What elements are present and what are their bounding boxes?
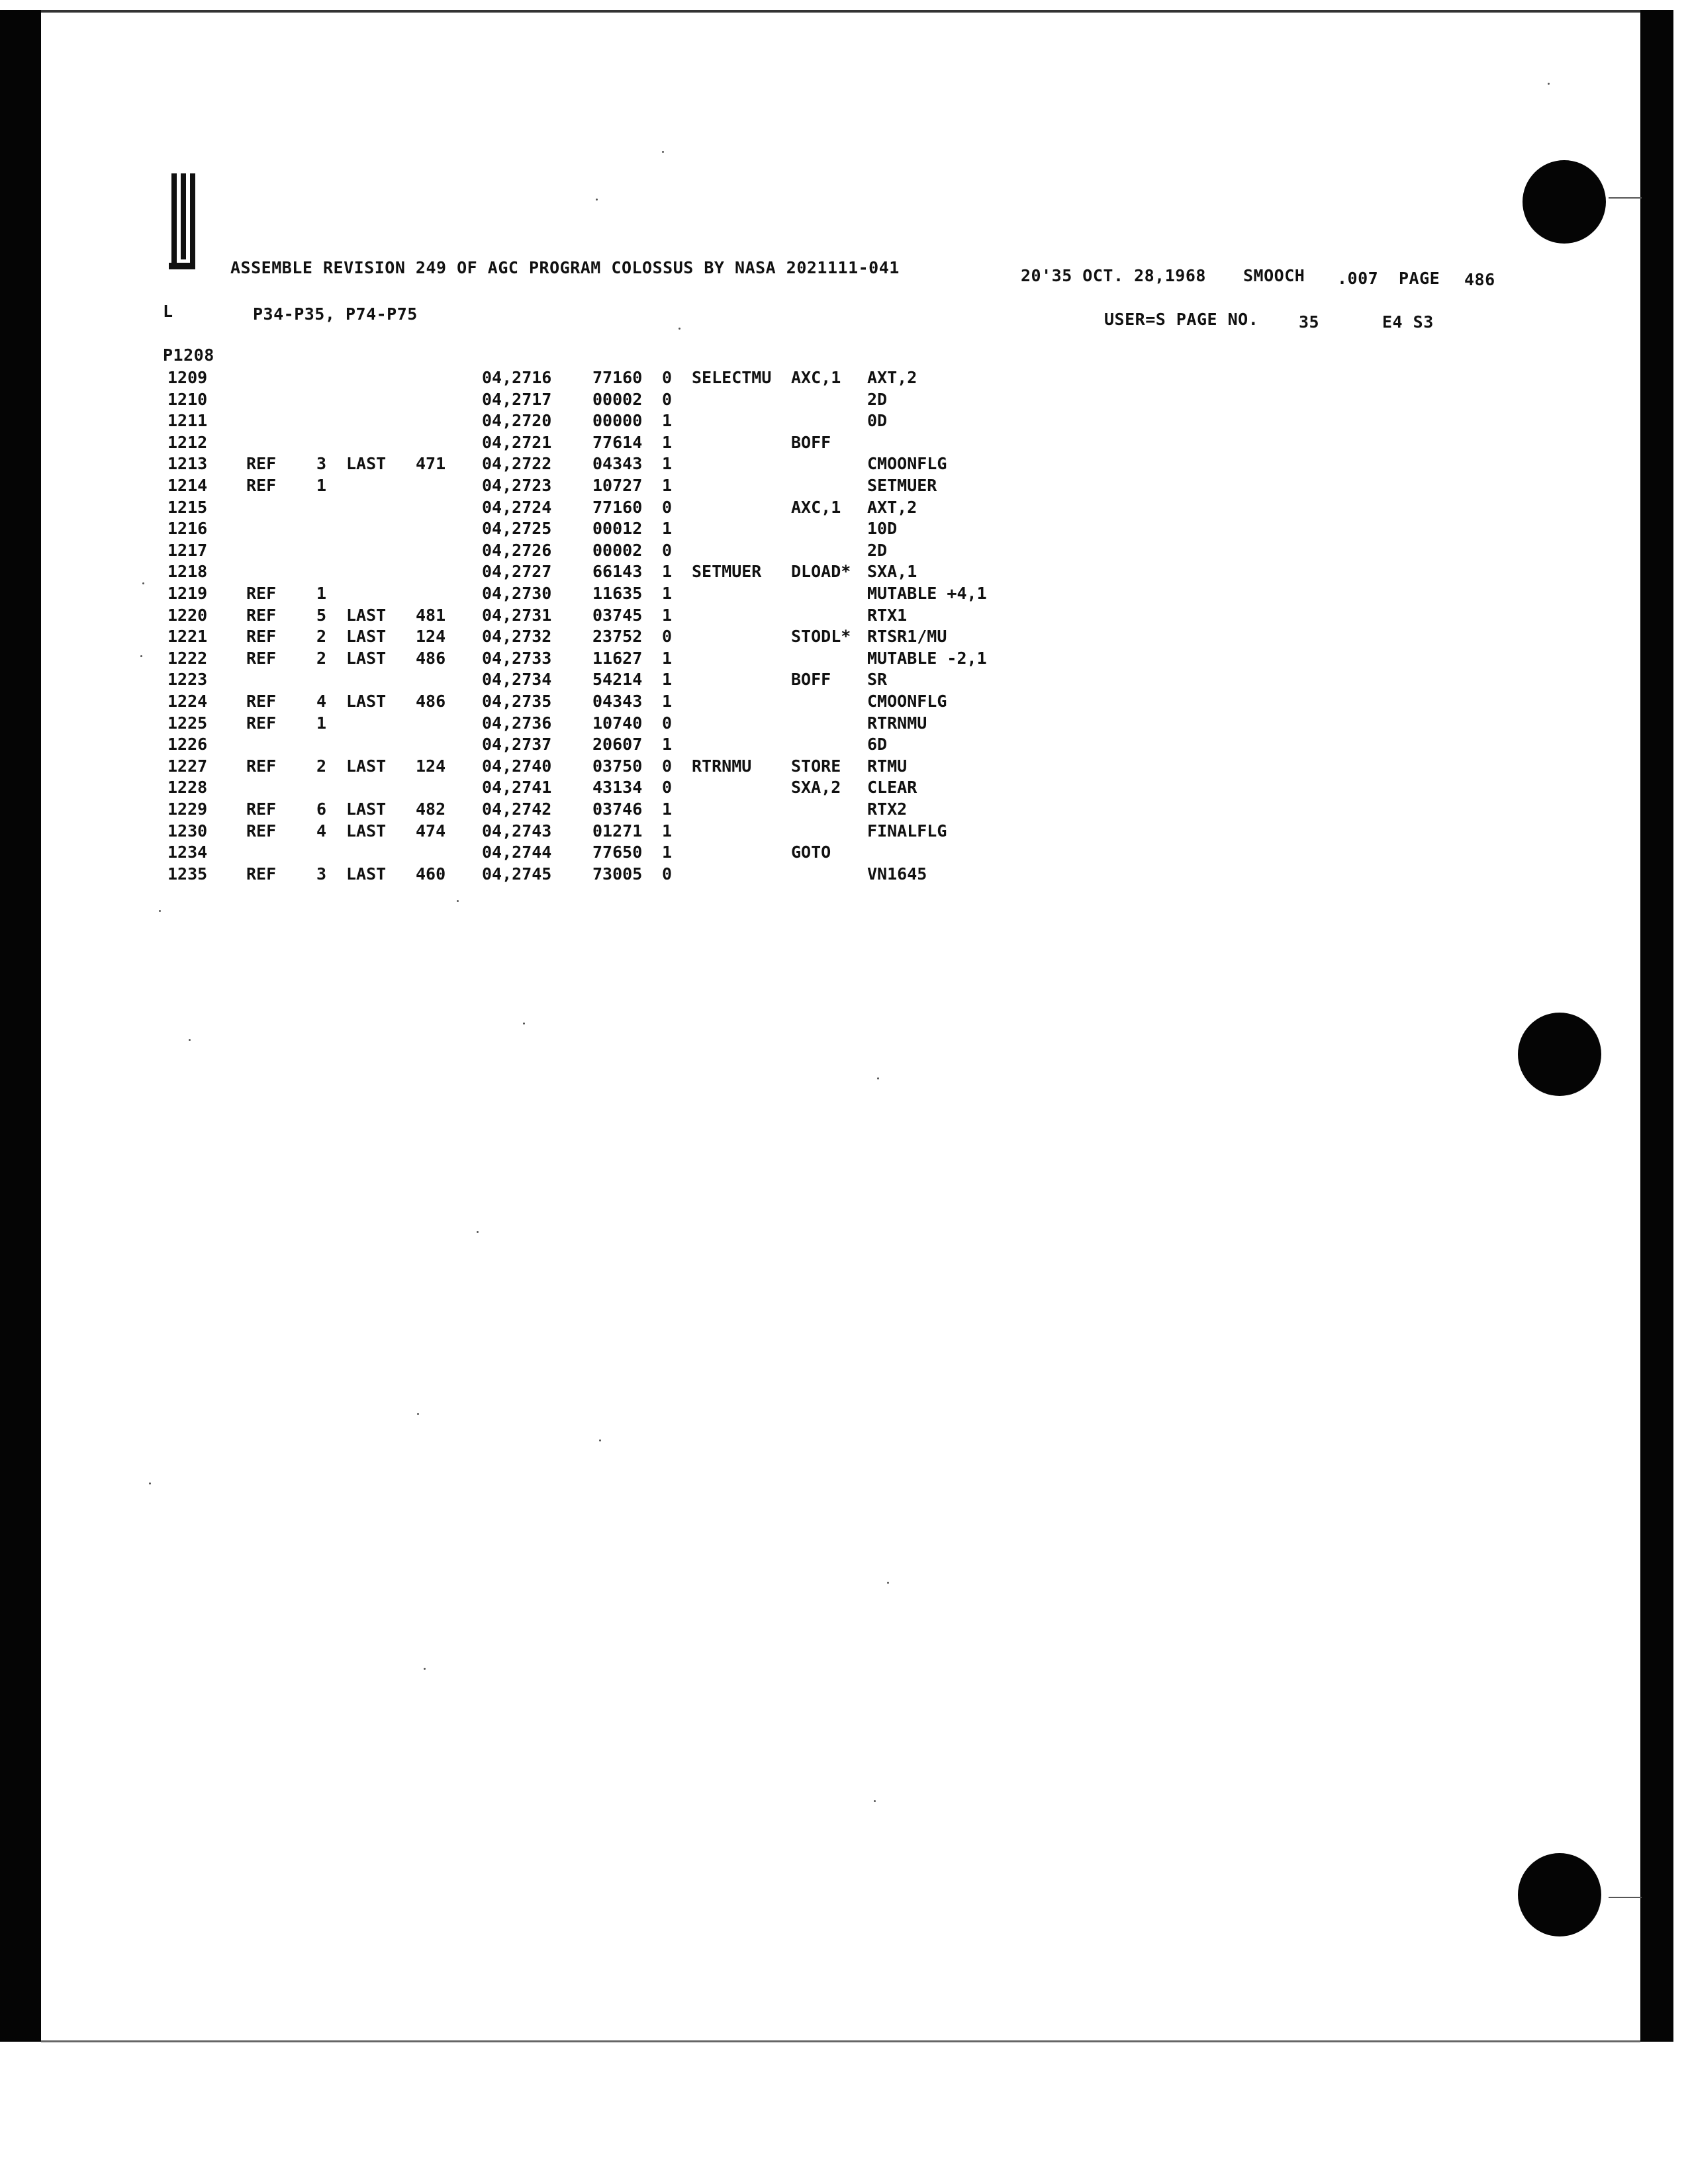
- user-page-label: USER=S PAGE NO.: [1104, 310, 1259, 329]
- address: 04,2731: [482, 606, 552, 625]
- listing-row: [0, 455, 1688, 477]
- scan-speck: [874, 1800, 876, 1802]
- opcode: SXA,2: [791, 778, 841, 797]
- listing-row: [0, 801, 1688, 822]
- ref-count: 4: [316, 821, 327, 841]
- parity-bit: 0: [662, 778, 673, 797]
- ref-marker: REF: [246, 799, 277, 819]
- last-line: 460: [416, 864, 446, 884]
- octal-code: 04343: [592, 454, 643, 473]
- page-number: 486: [1464, 270, 1495, 289]
- line-number: 1229: [167, 799, 208, 819]
- sheet-code: E4 S3: [1382, 312, 1434, 332]
- operand: 2D: [867, 541, 888, 560]
- operand: 2D: [867, 390, 888, 409]
- address: 04,2721: [482, 433, 552, 452]
- address: 04,2725: [482, 519, 552, 538]
- last-line: 482: [416, 799, 446, 819]
- line-number: 1209: [167, 368, 208, 387]
- listing-row: [0, 607, 1688, 628]
- operand: RTX1: [867, 606, 908, 625]
- user-page-number: 35: [1299, 312, 1320, 332]
- scan-speck: [477, 1231, 479, 1233]
- address: 04,2717: [482, 390, 552, 409]
- opcode: GOTO: [791, 842, 831, 862]
- octal-code: 43134: [592, 778, 643, 797]
- operand: 6D: [867, 735, 888, 754]
- ref-marker: REF: [246, 606, 277, 625]
- last-marker: LAST: [346, 627, 387, 646]
- parity-bit: 0: [662, 713, 673, 733]
- line-number: 1213: [167, 454, 208, 473]
- operand: SETMUER: [867, 476, 937, 495]
- scan-border-left: [0, 10, 41, 2042]
- opcode: BOFF: [791, 670, 831, 689]
- operand: CMOONFLG: [867, 692, 947, 711]
- parity-bit: 1: [662, 433, 673, 452]
- parity-bit: 0: [662, 864, 673, 884]
- parity-bit: 1: [662, 670, 673, 689]
- ref-count: 1: [316, 476, 327, 495]
- listing-row: [0, 477, 1688, 498]
- address: 04,2724: [482, 498, 552, 517]
- address: 04,2732: [482, 627, 552, 646]
- listing-row: [0, 715, 1688, 736]
- scan-speck: [424, 1668, 426, 1670]
- octal-code: 11635: [592, 584, 643, 603]
- scan-speck: [149, 1482, 151, 1484]
- octal-code: 10727: [592, 476, 643, 495]
- scan-speck: [417, 1413, 419, 1415]
- scan-speck: [599, 1439, 601, 1441]
- parity-bit: 0: [662, 541, 673, 560]
- last-line: 486: [416, 692, 446, 711]
- last-line: 471: [416, 454, 446, 473]
- operand: SXA,1: [867, 562, 917, 581]
- line-number: 1225: [167, 713, 208, 733]
- listing-row: [0, 499, 1688, 520]
- opcode: AXC,1: [791, 498, 841, 517]
- operand: 10D: [867, 519, 898, 538]
- line-number: 1219: [167, 584, 208, 603]
- octal-code: 73005: [592, 864, 643, 884]
- listing-row: [0, 736, 1688, 757]
- operand: FINALFLG: [867, 821, 947, 841]
- scan-speck: [662, 151, 664, 153]
- listing-row: [0, 758, 1688, 779]
- punch-hole: [1518, 1853, 1601, 1936]
- octal-code: 00012: [592, 519, 643, 538]
- address: 04,2737: [482, 735, 552, 754]
- address: 04,2716: [482, 368, 552, 387]
- address: 04,2740: [482, 756, 552, 776]
- scan-speck: [140, 655, 142, 657]
- scan-mark: [1609, 1897, 1642, 1898]
- ref-marker: REF: [246, 454, 277, 473]
- ref-count: 1: [316, 584, 327, 603]
- line-number: 1210: [167, 390, 208, 409]
- address: 04,2720: [482, 411, 552, 430]
- listing-row: [0, 779, 1688, 800]
- listing-row: [0, 650, 1688, 671]
- opcode: STODL*: [791, 627, 851, 646]
- operand: SR: [867, 670, 888, 689]
- opcode: STORE: [791, 756, 841, 776]
- octal-code: 54214: [592, 670, 643, 689]
- ref-count: 3: [316, 454, 327, 473]
- last-marker: LAST: [346, 454, 387, 473]
- scan-speck: [887, 1582, 889, 1584]
- octal-code: 20607: [592, 735, 643, 754]
- line-number: 1211: [167, 411, 208, 430]
- ref-marker: REF: [246, 627, 277, 646]
- scan-border-bottom: [41, 2040, 1640, 2042]
- scan-border-right: [1640, 10, 1673, 2042]
- first-line-number: P1208: [163, 345, 214, 365]
- ref-marker: REF: [246, 821, 277, 841]
- listing-row: [0, 628, 1688, 649]
- scan-speck: [142, 582, 144, 584]
- parity-bit: 1: [662, 649, 673, 668]
- address: 04,2722: [482, 454, 552, 473]
- symbol-label: SELECTMU: [692, 368, 772, 387]
- listing-title: ASSEMBLE REVISION 249 OF AGC PROGRAM COLOSSUS BY NASA 2021111-041: [230, 258, 900, 277]
- address: 04,2744: [482, 842, 552, 862]
- line-number: 1214: [167, 476, 208, 495]
- operand: AXT,2: [867, 368, 917, 387]
- ref-count: 5: [316, 606, 327, 625]
- address: 04,2727: [482, 562, 552, 581]
- punch-hole: [1523, 160, 1606, 244]
- punch-hole: [1518, 1013, 1601, 1096]
- line-number: 1218: [167, 562, 208, 581]
- address: 04,2730: [482, 584, 552, 603]
- scan-speck: [596, 199, 598, 201]
- page-label: PAGE: [1399, 269, 1440, 288]
- ref-count: 2: [316, 649, 327, 668]
- ref-count: 3: [316, 864, 327, 884]
- last-marker: LAST: [346, 799, 387, 819]
- ref-marker: REF: [246, 692, 277, 711]
- line-number: 1223: [167, 670, 208, 689]
- address: 04,2743: [482, 821, 552, 841]
- listing-row: [0, 866, 1688, 887]
- last-marker: LAST: [346, 606, 387, 625]
- listing-row: [0, 412, 1688, 433]
- parity-bit: 1: [662, 411, 673, 430]
- octal-code: 77650: [592, 842, 643, 862]
- octal-code: 66143: [592, 562, 643, 581]
- scan-speck: [1548, 83, 1550, 85]
- octal-code: 11627: [592, 649, 643, 668]
- scan-speck: [679, 328, 680, 330]
- operand: RTSR1/MU: [867, 627, 947, 646]
- parity-bit: 1: [662, 799, 673, 819]
- address: 04,2734: [482, 670, 552, 689]
- octal-code: 00002: [592, 390, 643, 409]
- last-line: 486: [416, 649, 446, 668]
- address: 04,2742: [482, 799, 552, 819]
- left-marker: L: [163, 302, 173, 321]
- print-timestamp: 20'35 OCT. 28,1968: [1021, 266, 1206, 285]
- last-line: 124: [416, 756, 446, 776]
- octal-code: 01271: [592, 821, 643, 841]
- ref-count: 6: [316, 799, 327, 819]
- parity-bit: 1: [662, 606, 673, 625]
- last-marker: LAST: [346, 756, 387, 776]
- scan-mark: [1609, 197, 1642, 199]
- parity-bit: 1: [662, 821, 673, 841]
- line-number: 1220: [167, 606, 208, 625]
- user-name: SMOOCH: [1243, 266, 1305, 285]
- octal-code: 77160: [592, 498, 643, 517]
- symbol-label: RTRNMU: [692, 756, 752, 776]
- octal-code: 04343: [592, 692, 643, 711]
- octal-code: 00000: [592, 411, 643, 430]
- last-line: 124: [416, 627, 446, 646]
- scan-speck: [457, 900, 459, 902]
- operand: RTX2: [867, 799, 908, 819]
- operand: RTRNMU: [867, 713, 927, 733]
- ref-marker: REF: [246, 649, 277, 668]
- binder-tab-mark: [169, 173, 207, 273]
- opcode: BOFF: [791, 433, 831, 452]
- parity-bit: 1: [662, 519, 673, 538]
- parity-bit: 0: [662, 756, 673, 776]
- line-number: 1221: [167, 627, 208, 646]
- octal-code: 10740: [592, 713, 643, 733]
- octal-code: 00002: [592, 541, 643, 560]
- scan-speck: [189, 1039, 191, 1041]
- last-marker: LAST: [346, 821, 387, 841]
- line-number: 1217: [167, 541, 208, 560]
- parity-bit: 1: [662, 476, 673, 495]
- scan-speck: [159, 910, 161, 912]
- listing-row: [0, 844, 1688, 865]
- last-marker: LAST: [346, 692, 387, 711]
- line-number: 1227: [167, 756, 208, 776]
- line-number: 1226: [167, 735, 208, 754]
- address: 04,2745: [482, 864, 552, 884]
- ref-marker: REF: [246, 864, 277, 884]
- ref-count: 2: [316, 627, 327, 646]
- octal-code: 03750: [592, 756, 643, 776]
- line-number: 1216: [167, 519, 208, 538]
- last-line: 474: [416, 821, 446, 841]
- octal-code: 03746: [592, 799, 643, 819]
- address: 04,2741: [482, 778, 552, 797]
- operand: CLEAR: [867, 778, 917, 797]
- opcode: DLOAD*: [791, 562, 851, 581]
- line-number: 1215: [167, 498, 208, 517]
- run-suffix: .007: [1337, 269, 1379, 288]
- last-marker: LAST: [346, 649, 387, 668]
- operand: MUTABLE +4,1: [867, 584, 987, 603]
- parity-bit: 1: [662, 692, 673, 711]
- line-number: 1234: [167, 842, 208, 862]
- last-marker: LAST: [346, 864, 387, 884]
- address: 04,2735: [482, 692, 552, 711]
- scan-border-top: [41, 10, 1640, 13]
- scan-speck: [877, 1077, 879, 1079]
- line-number: 1228: [167, 778, 208, 797]
- listing-row: [0, 520, 1688, 541]
- ref-marker: REF: [246, 476, 277, 495]
- line-number: 1235: [167, 864, 208, 884]
- listing-row: [0, 563, 1688, 584]
- operand: MUTABLE -2,1: [867, 649, 987, 668]
- parity-bit: 1: [662, 454, 673, 473]
- operand: AXT,2: [867, 498, 917, 517]
- parity-bit: 0: [662, 368, 673, 387]
- octal-code: 03745: [592, 606, 643, 625]
- operand: RTMU: [867, 756, 908, 776]
- address: 04,2726: [482, 541, 552, 560]
- listing-row: [0, 434, 1688, 455]
- scan-speck: [523, 1023, 525, 1024]
- last-line: 481: [416, 606, 446, 625]
- section-title: P34-P35, P74-P75: [253, 304, 418, 324]
- ref-marker: REF: [246, 713, 277, 733]
- listing-row: [0, 823, 1688, 844]
- listing-row: [0, 369, 1688, 390]
- listing-row: [0, 542, 1688, 563]
- parity-bit: 1: [662, 735, 673, 754]
- line-number: 1230: [167, 821, 208, 841]
- parity-bit: 1: [662, 562, 673, 581]
- line-number: 1224: [167, 692, 208, 711]
- line-number: 1222: [167, 649, 208, 668]
- operand: 0D: [867, 411, 888, 430]
- address: 04,2736: [482, 713, 552, 733]
- address: 04,2723: [482, 476, 552, 495]
- address: 04,2733: [482, 649, 552, 668]
- operand: CMOONFLG: [867, 454, 947, 473]
- operand: VN1645: [867, 864, 927, 884]
- listing-row: [0, 671, 1688, 692]
- ref-count: 1: [316, 713, 327, 733]
- listing-row: [0, 693, 1688, 714]
- ref-marker: REF: [246, 756, 277, 776]
- ref-marker: REF: [246, 584, 277, 603]
- parity-bit: 1: [662, 584, 673, 603]
- opcode: AXC,1: [791, 368, 841, 387]
- listing-row: [0, 585, 1688, 606]
- parity-bit: 1: [662, 842, 673, 862]
- parity-bit: 0: [662, 627, 673, 646]
- parity-bit: 0: [662, 390, 673, 409]
- ref-count: 2: [316, 756, 327, 776]
- symbol-label: SETMUER: [692, 562, 762, 581]
- octal-code: 23752: [592, 627, 643, 646]
- ref-count: 4: [316, 692, 327, 711]
- line-number: 1212: [167, 433, 208, 452]
- octal-code: 77614: [592, 433, 643, 452]
- parity-bit: 0: [662, 498, 673, 517]
- octal-code: 77160: [592, 368, 643, 387]
- listing-row: [0, 391, 1688, 412]
